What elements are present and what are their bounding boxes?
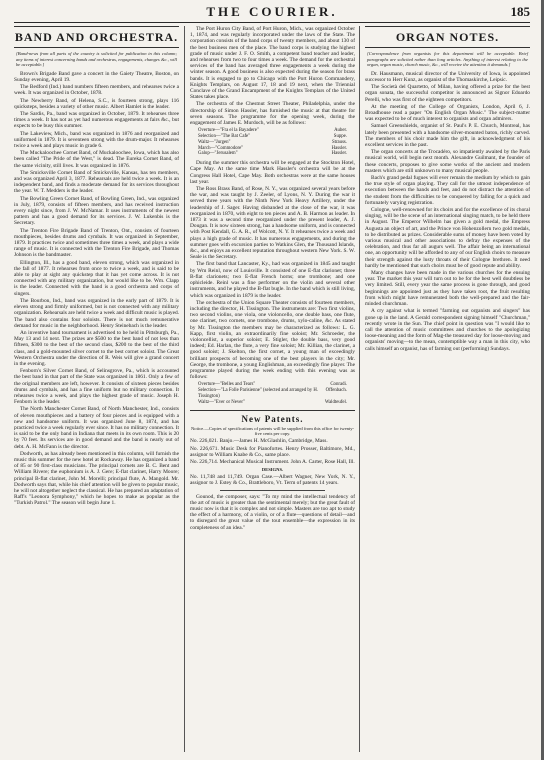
organ-paragraph: Bach's grand pedal fugues will ever remain the medium by which to gain the true style of organ playing. They call for the utmost independence of execution between the hands and feet, and do not distract the attention of the student from the difficulties to be conquered by falling for a quick and fortunately varying registration. — [365, 175, 530, 206]
design-entry: No. 11,748 and 11,749. Organ Case.—Albert Wagner, New York, N. Y., assignor to J. Estey & Co., Brattleboro, Vt. Term of patents 14 years. — [190, 474, 355, 487]
organ-paragraph: Dr. Hausmann, musical director of the University of Iowa, is appointed successor to Herr Kunz, as organist of the Thomaskirche, Leipsic. — [365, 70, 530, 83]
programme-piece: Waltz—"Jurgen" — [198, 139, 231, 145]
band-paragraph: Ellington, Ill., has a good band, eleven strong, which was organized in the fall of 1877. It rehearses from once to twice a week, and is said to be able to play at sight any quickstep that it has yet come across. It is not connected with any military organization, but would like to be. Wm. Clapp is the leader. Connected with the band is a good orchestra and corps of singers. — [14, 259, 179, 297]
programme-piece: Overture—"Belles and Tears" — [198, 382, 256, 388]
band-paragraph: The Trenton Fire Brigade Band of Trenton, Ont., consists of fourteen mouthpieces, besides drums and cymbals. It was organized in September, 1879. It practices twice and sometimes three times a week, and plays a wide range of music. It is connected with the Trenton Fire Brigade, and Thomas Johnson is the bandmaster. — [14, 227, 179, 259]
programme-composer: Strauss. — [331, 139, 347, 145]
band-paragraph: The Lakeview, Mich., band was organized in 1876 and reorganized and uniformed in 1879. It is seventeen strong with the drum-major. It rehearses twice a week and plays music in grade 6. — [14, 130, 179, 150]
band-paragraph: During the summer this orchestra will be engaged at the Stockton Hotel, Cape May. At the same time Mark Hassler's orchestra will be at the Congress Hall Hotel, Cape May. Both orchestras were at the same houses last year. — [190, 160, 355, 185]
programme-piece: Overture—"Fra el la Bayadere" — [198, 128, 259, 134]
programme-row — [198, 151, 347, 157]
band-paragraph: The Bourbon, Ind., band was organized in the early part of 1879. It is eleven strong and firmly uniformed, but is not connected with any military organization. Rehearsals are held twice a week and difficult music is played. The band also contains four soloists. There is not much remunerative demand for music in the neighborhood. Henry Steinebach is the leader. — [14, 297, 179, 329]
band-paragraph: The orchestra of the Union Square Theater consists of fourteen members, including the director, H. Tissington. The instruments are: Two first violins, two second violins, one viola, one violoncello, one double bass, one flute, one clarinet, two cornets, one trombone, drums, xylo-caline, &c. As stated by Mr. Tissington the members may be characterized as follows: L. G. Kapp, first violin, an extraordinarily fine soloist; Mr. Schroeder, the violoncellist, a superior soloist; E. Stigler, the double bass, very good indeed; Ed. Harlan, the flute, a very fine soloist; Mr. Killian, the clarinet, a good soloist; J. Skelton, the first cornet, a young man of exceedingly brilliant prospects of becoming one of the best players in the city; Mr. George, the trombone, a young Englishman, an exceedingly fine player. The programme played during the week ending with this evening was as follows: — [190, 299, 355, 381]
band-paragraph: The North Manchester Cornet Band, of North Manchester, Ind., consists of eleven mouthpieces and a battery of four pieces and is equipped with a new and handsome uniform. It was organized June 8, 1874, and has practiced twice a week regularly ever since. It has no military connection. It is said to be the only band in Indiana that meets in its own room. This is 20 by 70 feet. Its services are in good demand and the band is nearly out of debt. A. H. McFann is the director. — [14, 406, 179, 450]
organ-notes-title: ORGAN NOTES. — [365, 26, 530, 48]
programme-composer: Offenbach. — [325, 388, 347, 394]
organ-paragraph: At the meeting of the College of Organists, London, April 6, J. Broadhouse read a paper "On English Organ Music." The subject-matter was expected to be of much interest to organists and organ admirers. — [365, 103, 530, 123]
programme-list — [198, 128, 347, 157]
programme-composer: Hassler. — [331, 145, 347, 151]
organ-editor-note: [Correspondence from organists for this department will be acceptable. Brief paragraphs are solicited rather than long articles. Anything of interest relating to the organ, organ music, church music, &c., will receive the attention it demands.] — [367, 51, 528, 68]
programme-piece: Selection—"The Bat Cafe" — [198, 134, 251, 140]
band-paragraph: The Port Huron City Band, of Port Huron, Mich., was organized October 1, 1874, and was regularly incorporated under the laws of the State. The corporation consists of the band corps of twenty members, and about 130 of the best business men of the place. The band corps is studying the highest grade of music under J. F. O. Smith, a competent band teacher and leader, and rehearses from two to four times a week. The demand for the orchestral services of the band has averaged three engagements a week during the winter season. A good business is also expected during the season for brass bands. It is engaged to go to Chicago with the Port Huron Commandery, Knights Templars, on August 17, 18 and 19 next, when the Triennial Conclave of the Grand Encampment of the Knights Templars of the United States takes place. — [190, 26, 355, 101]
programme-composer: Waldteufel. — [324, 399, 347, 405]
programme-piece: Waltz—"Ever or Never" — [198, 399, 245, 405]
band-paragraph: The Smicksville Cornet Band of Smicksville, Kansas, has ten members, and was organized April 3, 1877. Rehearsals are held twice a week. It is an independent band, and finds a moderate demand for its services throughout the year. W. T. Medders is the leader. — [14, 169, 179, 195]
band-editor-note: [Band-news from all parts of the country is solicited for publication in this column; any items of interest concerning bands and orchestras, engagements, changes &c., will be acceptable.] — [16, 51, 177, 68]
designs-label: DESIGNS. — [261, 467, 284, 473]
band-paragraph: The orchestra of the Chestnut Street Theater, Philadelphia, under the directorship of Simon Hassler, has furnished the music at that theatre for seven seasons. The programme for the opening week, during the engagement of James E. Murdoch, will be as follows: — [190, 101, 355, 127]
band-paragraph: An inventive band tournament is advertised to be held in Pittsburgh, Pa., May 13 and 14 next. The prizes are $500 to the best band of not less than fifteen, $300 to the best of the second class, $200 to the best of the third class, and a gold-mounted silver cornet to the best cornet soloist. The Great Western Orchestra under the direction of R. Weis will give a grand concert in the evening. — [14, 329, 179, 367]
programme-list — [198, 382, 347, 405]
band-paragraph: The Muckaloochee Cornet Band, of Muckaloochee, Iowa, which has also been called "The Pride of the West," is dead. The Eureka Cornet Band, of the same vicinity, still lives. It was organized in 1876. — [14, 150, 179, 169]
organ-paragraph: A cry against what is termed "farming out organists and singers" has gone up in the land. A Gerald correspondent signing himself "Churchman," recently wrote in the Sun. The chief point in question was "I would like to call the attention of music committees and churches to the apologizing loose-meaning and the form of Mag-the treasured day for loose-moving and organists' moving—to the mean, contemptible way a man in this city, who calls himself an organist, has of farming out (performing) Sundays. — [365, 308, 530, 352]
organ-paragraph: The organ concerts at the Trocadéro, so impatiently awaited by the Paris musical world, will begin next month. Alexandre Guilmant, the founder of these concerts, proposes to give some works of the ancient and modern masters which are still unknown to many musical people. — [365, 149, 530, 174]
page-number: 185 — [510, 4, 530, 19]
programme-piece: Selection—"La Folle Parisienne" (selected and arranged by H. Tissington) — [198, 388, 319, 399]
column-2 — [190, 26, 355, 752]
patent-entry: No. 226,714. Mechanical Musical Instrument. John A. Carter, Rose Hall, Ill. — [190, 458, 355, 465]
band-paragraph: The Bedford (Ind.) band numbers fifteen members, and rehearses twice a week. It was organized in October, 1878. — [14, 84, 179, 97]
page-header — [14, 2, 530, 23]
patents-note: Notice.—Copies of specifications of patents will be supplied from this office for twenty-five cents per copy. — [190, 425, 355, 436]
band-paragraph: Dodworth, as has already been mentioned in this column, will furnish the music this summer for the new hotel at Rockaway. He has organized a band of 85 or 90 first-class musicians. The principal cornets are B. C. Bent and William Rivere; the euphonium is A. J. Gere; E-flat clarinet, Harry Moore; principal B-flat clarinet, John M. Morelli; principal flute, A. Mangold. Mr. Dodworth says that, while his chief attention will be given to popular music, he will not altogether neglect the classical. He has prepared an adaptation of Raff's "Leonora Symphony," which he hopes to make as popular as the "Turkish Patrol." The season will begin June 1. — [14, 450, 179, 507]
column-rule — [184, 26, 185, 752]
band-paragraph: The Newberry Band, of Helena, S.C., is fourteen strong, plays 116 quicksteps, besides a variety of other music. Albert Hamlet is the leader. — [14, 97, 179, 110]
programme-composer: Conradi. — [330, 382, 347, 388]
patent-entry: No. 226,021. Banjo.—James H. McGlashlin, Cambridge, Mass. — [190, 438, 328, 445]
programme-piece: Galop—"Jerusalem" — [198, 151, 238, 157]
band-paragraph: The first band that Lancaster, Ky., had was organized in 1845 and taught by Wm Reinl, now of Louisville. It consisted of one E-flat clarionet; three B-flat clarionets; two E-flat French horns; one trombone; and one ophicleide. Reinl was a fine performer on the violin and several other instruments, and he played the B-flat bugle. In the band which is still living, which was organized in 1879 is the leader. — [190, 261, 355, 299]
column-1 — [14, 26, 179, 752]
running-title: THE COURIER. — [206, 4, 338, 19]
band-paragraph: The Bowling Green Cornet Band, of Bowling Green, Ind., was organized in July, 1879, consists of fifteen members, and has received instruction every night since, from J. W. McNamar. It uses instruments of the newest pattern and has a good demand for its services. J. W. Lukenbis is the Secretary. — [14, 195, 179, 227]
organ-paragraph: Cologne, well-renowned for its choirs and for the excellence of its choral singing, will be the scene of an international singing match, to be held there in August. The Emperor Wilhelm has given a gold medal, the Empress Augusta an object of art, and the Prince von Hohenzollern two gold medals, to be distributed as prizes. Considerable sums of money have been voted by various musical and other associations to defray the expenses of the celebration, and thus far all augurs well. The affair being an international one, an opportunity will be afforded to any of our English choirs to measure their strength against the lusty throats of their Cologne brethren. It need hardly be mentioned that such choirs must be of good repute and ability. — [365, 207, 530, 269]
patents-title: New Patents. — [190, 410, 355, 424]
organ-paragraph: The Società del Quartetto, of Milan, having offered a prize for the best organ sonata, the successful competitor is announced as Signor Edoardo Perelli, who was first of the eighteen competitors. — [365, 84, 530, 103]
programme-row — [198, 388, 347, 400]
band-paragraph: Fenborn's Silver Cornet Band, of Selinsgrove, Pa., which is accounted the best band in that part of the State was organized in 1861. Only a few of the original members are left, however. It consists of sixteen pieces besides drums and cymbals, and has a fine uniform but no military connection. It rehearses twice a week, and plays the highest grade of music. Joseph H. Fenborn is the leader. — [14, 368, 179, 406]
band-paragraph: Brown's Brigade Band gave a concert in the Gaiety Theatre, Boston, on Sunday evening, April 19. — [14, 70, 179, 83]
programme-composer: Suppe. — [333, 134, 347, 140]
programme-piece: March—"Commodore" — [198, 145, 244, 151]
programme-composer: Auber. — [334, 128, 347, 134]
gounod-paragraph: Gounod, the composer, says: "To my mind the intellectual tendency of the art of music is greater than the sentimental merely; but the great fault of music now is that it is complex and not simple. Masters are too apt to study the effect of a harmony, of a violin, or of a flute—questions of detail—and to disregard the great value of the tout ensemble—the expression in its completeness of an idea." — [190, 493, 355, 531]
patent-entry: No. 226,671. Music Desk for Pianofortes. Henry Prosser, Baltimore, Md., assignor to William Knabe & Co., same place. — [190, 445, 355, 458]
section-rule — [220, 490, 325, 491]
column-3 — [365, 26, 530, 752]
programme-row — [198, 400, 347, 406]
band-orchestra-title: BAND AND ORCHESTRA. — [14, 26, 179, 48]
band-paragraph: The Ross Brass Band, of Rose, N. Y., was organized several years before the war, and was taught by J. Zeeler, of Lyons, N. Y. During the war it served three years with the Ninth New York Heavy Artillery, under the leadership of J. Sager. Having disbanded at the close of the war, it was reorganized in 1870, with eight to ten pieces and A. B. Harmon as leader. In 1873 it was a second time reorganized under the present leader, A. J. Dougan. It is now sixteen strong, has a handsome uniform, and is connected with Post Kendall, G. A. R., of Wolcott, N. Y. It rehearses twice a week and plays a high grade of music. It has numerous engagements, and during the summer goes with excursion parties to Watkins Glen, the Thousand Islands, &c., and enjoys an excellent reputation throughout western New York. S. W. Seale is the Secretary. — [190, 186, 355, 261]
organ-paragraph: Samuel Greenshields, organist of St. Paul's P. E. Church, Montreal, has lately been presented with a handsome silver-mounted baton, richly carved. The members of his choir made him the gift, in acknowledgment of his excellent services in the past. — [365, 123, 530, 149]
organ-paragraph: Many changes have been made in the various churches for the ensuing year. The market this year will turn out to be for the best well doubtless be very limited. Still, every year the same process is gone through, and good beginnings are appointed just as they have taken root, the fruit resulting from which might have remunerated both the well-prepared and the fair-minded churchman. — [365, 270, 530, 308]
band-paragraph: The Sardis, Pa., band was organized in October, 1879. It rehearses three times a week. It has not as yet had numerous engagements at fairs &c., but expects to be busy this summer. — [14, 111, 179, 130]
programme-composer: Hassler. — [331, 151, 347, 157]
column-rule — [359, 26, 360, 752]
